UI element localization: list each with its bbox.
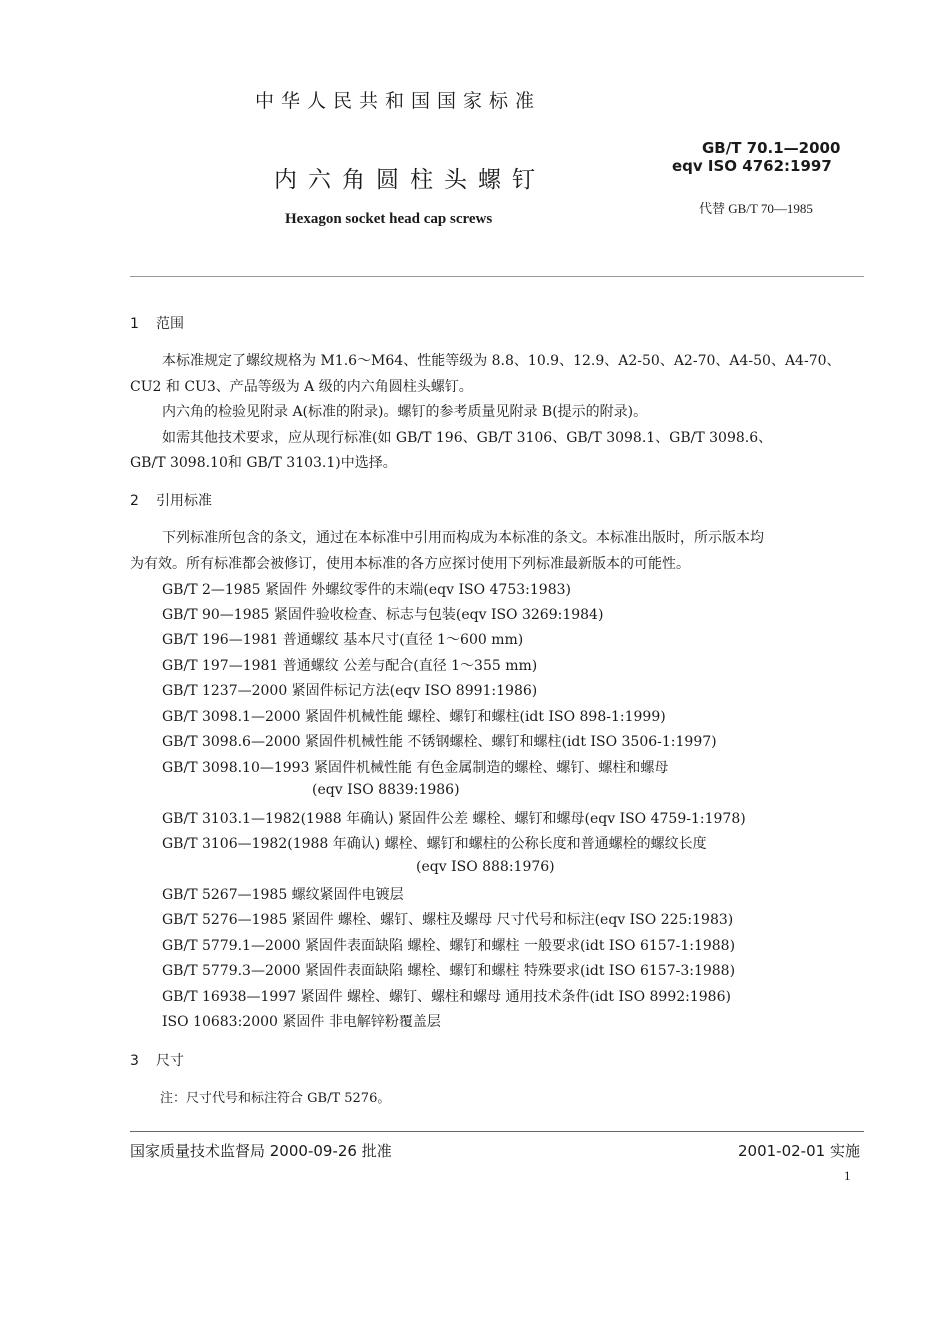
replaces-standard: 代替 GB/T 70—1985: [699, 201, 813, 216]
national-standard-title: 中华人民共和国国家标准: [255, 90, 542, 112]
reference-item: GB/T 90—1985 紧固件验收检查、标志与包装(eqv ISO 3269:1984): [162, 607, 604, 623]
reference-item: GB/T 3098.10—1993 紧固件机械性能 有色金属制造的螺栓、螺钉、螺柱和螺母: [162, 760, 669, 776]
standard-equivalence: eqv ISO 4762:1997: [672, 157, 832, 175]
reference-item: GB/T 3106—1982(1988 年确认) 螺栓、螺钉和螺柱的公称长度和普通螺栓的螺纹长度: [162, 836, 707, 852]
reference-item: GB/T 5779.1—2000 紧固件表面缺陷 螺栓、螺钉和螺柱 一般要求(idt ISO 6157-1:1988): [162, 938, 736, 954]
reference-item: GB/T 2—1985 紧固件 外螺纹零件的末端(eqv ISO 4753:1983): [162, 582, 571, 598]
section-title: 尺寸: [156, 1053, 184, 1069]
reference-item: ISO 10683:2000 紧固件 非电解锌粉覆盖层: [162, 1014, 441, 1030]
section-1-paragraph-1-line-1: 本标准规定了螺纹规格为 M1.6～M64、性能等级为 8.8、10.9、12.9、A2-50、A2-70、A4-50、A4-70、: [162, 353, 841, 369]
section-3-heading: [130, 1050, 184, 1070]
footer-divider: [130, 1131, 864, 1132]
reference-item-continuation: (eqv ISO 8839:1986): [312, 782, 460, 798]
section-2-heading: [130, 490, 212, 510]
section-1-paragraph-3-line-2: GB/T 3098.10和 GB/T 3103.1)中选择。: [130, 455, 397, 471]
section-2-intro-line-1: 下列标准所包含的条文，通过在本标准中引用而构成为本标准的条文。本标准出版时，所示版本均: [162, 530, 764, 546]
header-divider: [130, 276, 864, 277]
reference-item: GB/T 5276—1985 紧固件 螺栓、螺钉、螺柱及螺母 尺寸代号和标注(eqv ISO 225:1983): [162, 912, 734, 928]
section-number: 3: [130, 1053, 139, 1069]
approval-authority: 国家质量技术监督局 2000-09-26 批准: [130, 1142, 392, 1160]
section-1-heading: [130, 313, 184, 333]
section-1-paragraph-1-line-2: CU2 和 CU3、产品等级为 A 级的内六角圆柱头螺钉。: [130, 379, 473, 395]
section-2-intro-line-2: 为有效。所有标准都会被修订，使用本标准的各方应探讨使用下列标准最新版本的可能性。: [130, 556, 690, 572]
section-title: 引用标准: [156, 493, 212, 509]
page-number: 1: [844, 1168, 851, 1183]
reference-item: GB/T 5779.3—2000 紧固件表面缺陷 螺栓、螺钉和螺柱 特殊要求(idt ISO 6157-3:1988): [162, 963, 736, 979]
reference-item: GB/T 5267—1985 螺纹紧固件电镀层: [162, 887, 404, 903]
reference-item: GB/T 3098.1—2000 紧固件机械性能 螺栓、螺钉和螺柱(idt ISO 898-1:1999): [162, 709, 666, 725]
reference-item: GB/T 16938—1997 紧固件 螺栓、螺钉、螺柱和螺母 通用技术条件(idt ISO 8992:1986): [162, 989, 731, 1005]
reference-item: GB/T 197—1981 普通螺纹 公差与配合(直径 1～355 mm): [162, 658, 538, 674]
reference-item: GB/T 3103.1—1982(1988 年确认) 紧固件公差 螺栓、螺钉和螺母(eqv ISO 4759-1:1978): [162, 811, 746, 827]
standard-number: GB/T 70.1—2000: [702, 139, 841, 157]
document-title-english: Hexagon socket head cap screws: [285, 211, 493, 227]
section-number: 2: [130, 493, 139, 509]
section-1-paragraph-3-line-1: 如需其他技术要求，应从现行标准(如 GB/T 196、GB/T 3106、GB/T 3098.1、GB/T 3098.6、: [162, 430, 773, 446]
reference-item-continuation: (eqv ISO 888:1976): [416, 859, 555, 875]
implementation-date: 2001-02-01 实施: [738, 1142, 860, 1160]
reference-item: GB/T 196—1981 普通螺纹 基本尺寸(直径 1～600 mm): [162, 632, 524, 648]
section-3-note: 注：尺寸代号和标注符合 GB/T 5276。: [160, 1091, 391, 1106]
section-title: 范围: [156, 316, 184, 332]
section-1-paragraph-2: 内六角的检验见附录 A(标准的附录)。螺钉的参考质量见附录 B(提示的附录)。: [162, 404, 648, 420]
reference-item: GB/T 1237—2000 紧固件标记方法(eqv ISO 8991:1986): [162, 683, 538, 699]
reference-item: GB/T 3098.6—2000 紧固件机械性能 不锈钢螺栓、螺钉和螺柱(idt ISO 3506-1:1997): [162, 734, 717, 750]
section-number: 1: [130, 316, 139, 332]
document-title: 内六角圆柱头螺钉: [274, 167, 546, 193]
